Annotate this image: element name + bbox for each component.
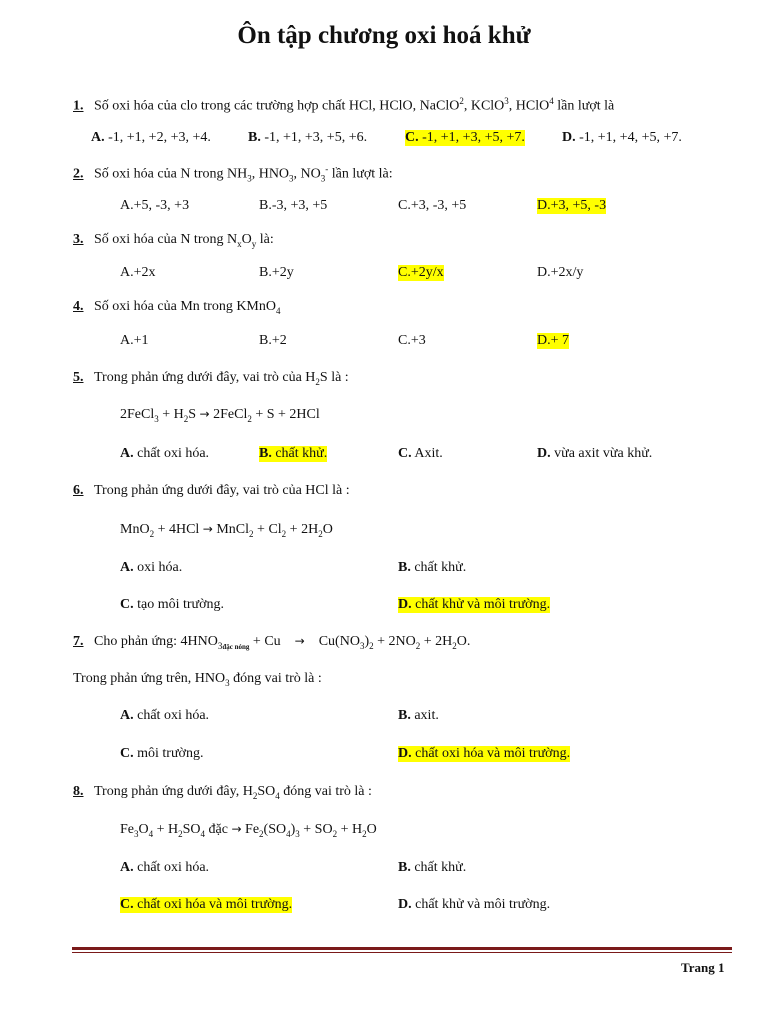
arrow-icon: →: [202, 522, 213, 536]
question-4: 4. Số oxi hóa của Mn trong KMnO$_4$: [73, 299, 281, 316]
question-5: 5. Trong phản ứng dưới đây, vai trò của $H_2S$ là :: [73, 370, 349, 387]
arrow-icon: →: [294, 634, 305, 648]
answer-8a: A. chất oxi hóa.: [120, 860, 210, 875]
arrow-icon: →: [199, 407, 210, 421]
footer-rule: [72, 947, 732, 950]
answer-6a: A. oxi hóa.: [120, 560, 183, 575]
answer-6b: B. chất khử.: [398, 560, 467, 575]
question-number: 3.: [73, 232, 84, 247]
equation-8: $Fe_3O_4 + H_2SO_4$ đặc → $Fe_2(SO_4)_3 + SO_2 + H_2O$: [120, 822, 377, 839]
question-3: 3. Số oxi hóa của N trong $N_xO_y$ là:: [73, 232, 274, 249]
footer-rule: [72, 952, 732, 953]
question-number: 2.: [73, 166, 84, 182]
answer-4a: A.+1: [120, 333, 149, 348]
answer-1d: D. -1, +1, +4, +5, +7.: [562, 130, 682, 145]
page-number: Trang 1: [681, 960, 725, 975]
answer-7b: B. axit.: [398, 708, 439, 723]
page-title: Ôn tập chương oxi hoá khử: [237, 22, 531, 49]
answer-4b: B.+2: [259, 333, 287, 348]
question-number: 5.: [73, 370, 84, 385]
question-7: 7. Cho phản ứng: $4HNO_{3đặc nóng} + Cu$ → $Cu(NO_3)_2 + 2NO_2 + 2H_2O$.: [73, 634, 471, 651]
equation-5: 2FeCl$_3$ + $H_2S$ → 2FeCl$_2$ + S + 2HCl: [120, 407, 320, 424]
question-text: , KClO: [463, 98, 505, 114]
question-number: 4.: [73, 299, 84, 314]
question-8: 8. Trong phản ứng dưới đây, $H_2SO_4$ đóng vai trò là :: [73, 784, 372, 801]
question-text: lần lượt là: [553, 98, 615, 114]
answer-3d: D.+2x/y: [537, 265, 584, 280]
superscript: 2: [459, 96, 464, 106]
superscript: 4: [549, 96, 554, 106]
question-text: Số oxi hóa của clo trong các trường hợp chất HCl, HClO, NaClO: [94, 98, 460, 114]
question-1: [73, 96, 614, 115]
answer-8b: B. chất khử.: [398, 860, 467, 875]
answer-3a: A.+2x: [120, 265, 156, 280]
answer-5d: D. vừa axit vừa khử.: [537, 446, 653, 461]
answer-5a: A. chất oxi hóa.: [120, 446, 210, 461]
answer-1a: A. -1, +1, +2, +3, +4.: [91, 130, 211, 145]
answer-2c: C.+3, -3, +5: [398, 198, 467, 213]
question-number: 6.: [73, 483, 84, 498]
arrow-icon: →: [231, 822, 242, 836]
answer-8c: C. chất oxi hóa và môi trường.: [120, 897, 293, 912]
answer-7c: C. môi trường.: [120, 746, 204, 761]
answer-6d: D. chất khử và môi trường.: [398, 597, 551, 612]
answer-2b: B.-3, +3, +5: [259, 198, 328, 213]
answer-4d: D.+ 7: [537, 333, 570, 348]
question-number: 7.: [73, 634, 84, 649]
equation-6: MnO$_2$ + 4HCl → MnCl$_2$ + $Cl_2 + 2H_2O$: [120, 522, 333, 539]
answer-8d: D. chất khử và môi trường.: [398, 897, 551, 912]
answer-2d: D.+3, +5, -3: [537, 198, 607, 213]
question-2: 2. Số oxi hóa của N trong $NH_3$, $HNO_3$, $NO_3^-$ lần lượt là:: [73, 164, 393, 184]
question-number: 8.: [73, 784, 84, 799]
question-text: , HClO: [508, 98, 550, 114]
answer-3b: B.+2y: [259, 265, 294, 280]
answer-1c: C. -1, +1, +3, +5, +7.: [405, 130, 525, 145]
answer-1b: B. -1, +1, +3, +5, +6.: [248, 130, 368, 145]
answer-2a: A.+5, -3, +3: [120, 198, 190, 213]
answer-6c: C. tạo môi trường.: [120, 597, 225, 612]
question-number: 1.: [73, 98, 84, 114]
answer-7d: D. chất oxi hóa và môi trường.: [398, 746, 571, 761]
answer-3c: C.+2y/x: [398, 265, 444, 280]
answer-4c: C.+3: [398, 333, 426, 348]
question-6: 6. Trong phản ứng dưới đây, vai trò của HCl là :: [73, 483, 350, 498]
question-7-line-2: Trong phản ứng trên, $HNO_3$ đóng vai trò là :: [73, 671, 322, 688]
answer-7a: A. chất oxi hóa.: [120, 708, 210, 723]
answer-5b: B. chất khử.: [259, 446, 328, 461]
superscript: 3: [504, 96, 509, 106]
answer-5c: C. Axit.: [398, 446, 443, 461]
